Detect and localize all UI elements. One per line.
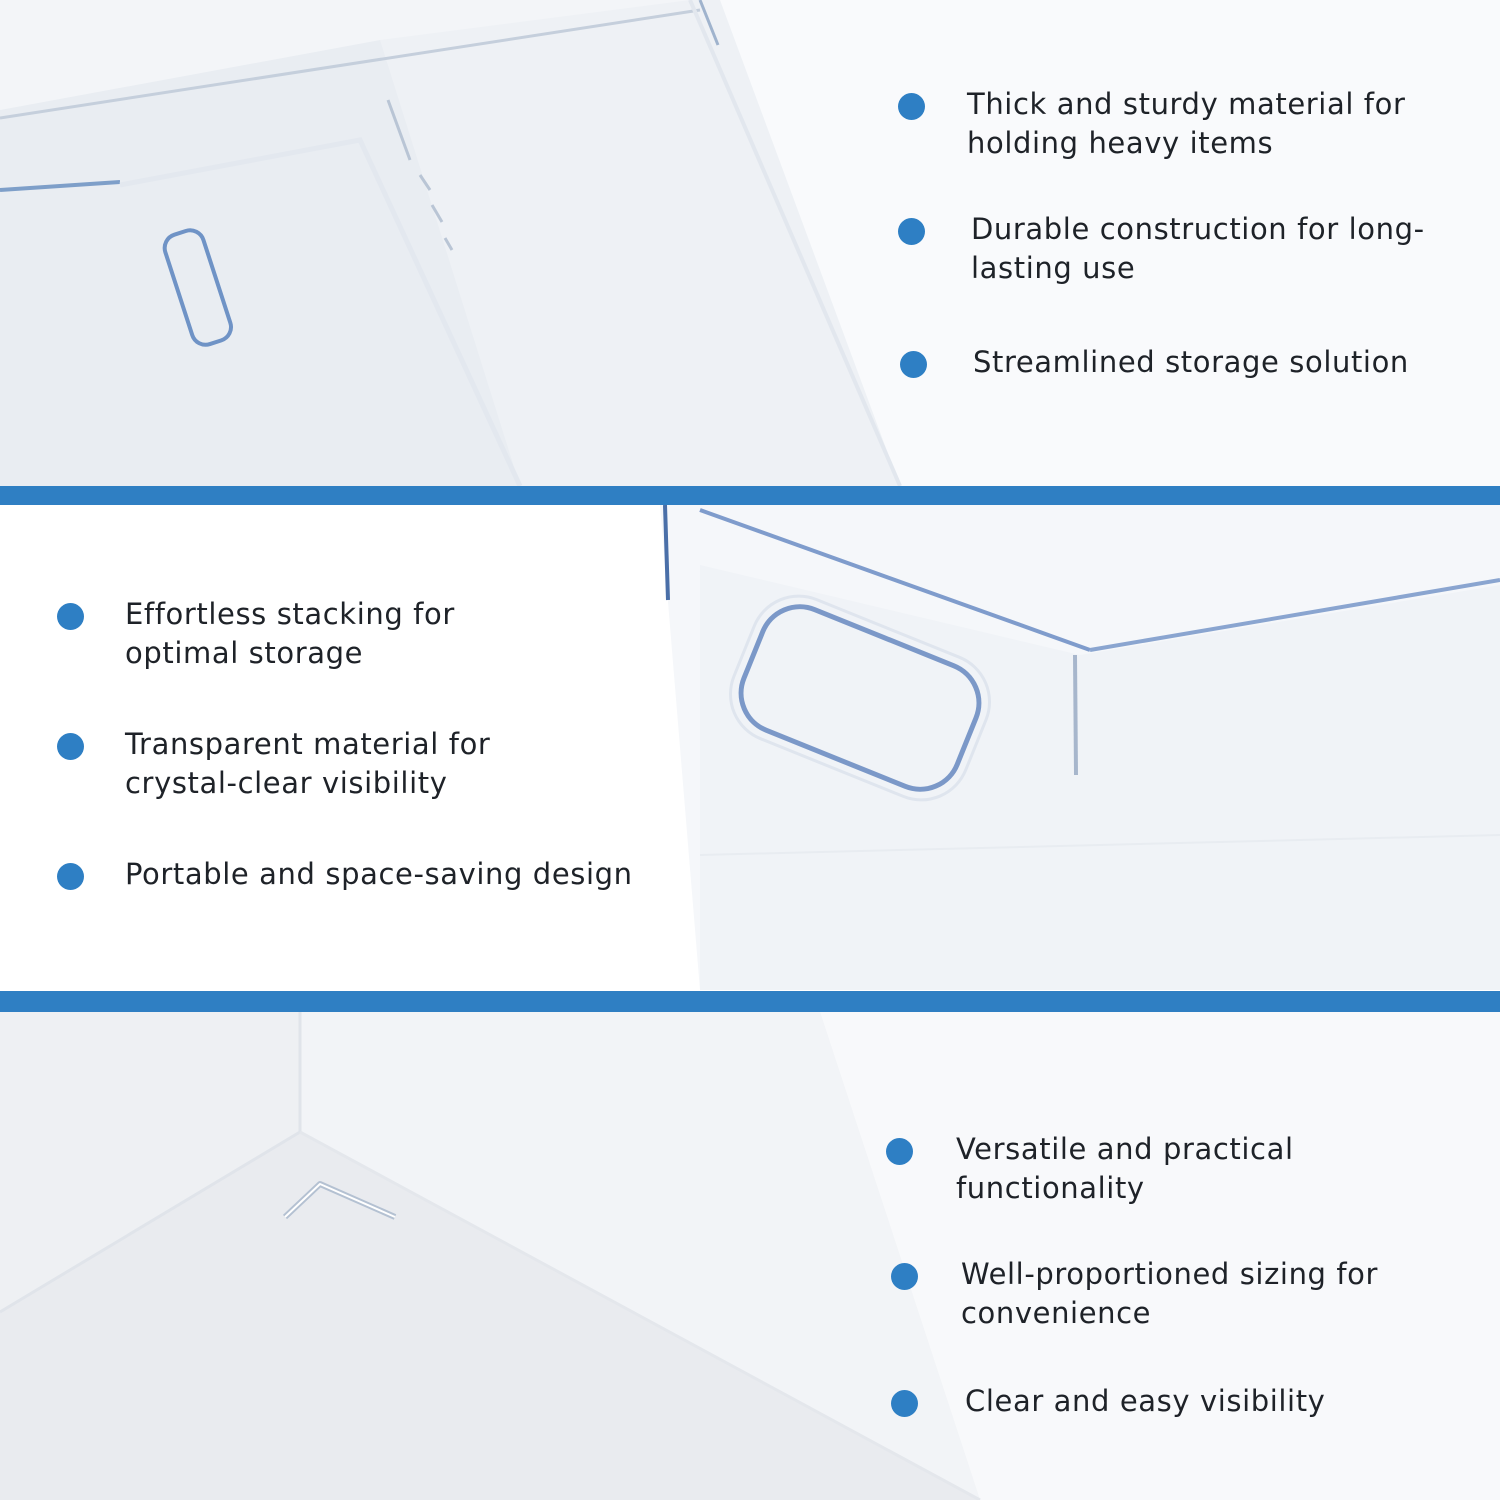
feature-text: Effortless stacking for optimal storage — [125, 597, 455, 670]
feature-text: Streamlined storage solution — [973, 345, 1409, 379]
feature-panel-middle — [0, 505, 1500, 990]
feature-item — [57, 595, 545, 673]
bullet-icon — [891, 1390, 918, 1417]
feature-text: Transparent material for crystal-clear visibility — [125, 727, 491, 800]
feature-item — [57, 725, 565, 803]
feature-item — [898, 210, 1451, 288]
feature-text: Versatile and practical functionality — [956, 1132, 1294, 1205]
section-divider — [0, 486, 1500, 505]
bullet-icon — [898, 93, 925, 120]
feature-text: Durable construction for long-lasting use — [971, 212, 1425, 285]
feature-item — [898, 85, 1457, 163]
bullet-icon — [57, 603, 84, 630]
feature-item — [886, 1130, 1396, 1208]
feature-text: Well-proportioned sizing for convenience — [961, 1257, 1379, 1330]
bullet-icon — [886, 1138, 913, 1165]
feature-text: Portable and space-saving design — [125, 857, 633, 891]
feature-item — [891, 1255, 1441, 1333]
bullet-icon — [57, 863, 84, 890]
feature-panel-top — [0, 0, 1500, 486]
feature-panel-bottom — [0, 1012, 1500, 1500]
feature-text: Clear and easy visibility — [965, 1384, 1326, 1418]
bullet-icon — [900, 351, 927, 378]
feature-item — [57, 855, 685, 894]
bullet-icon — [898, 218, 925, 245]
bullet-icon — [57, 733, 84, 760]
bullet-icon — [891, 1263, 918, 1290]
section-divider — [0, 991, 1500, 1012]
feature-item — [891, 1382, 1435, 1421]
feature-item — [900, 343, 1500, 382]
feature-text: Thick and sturdy material for holding heavy items — [967, 87, 1406, 160]
